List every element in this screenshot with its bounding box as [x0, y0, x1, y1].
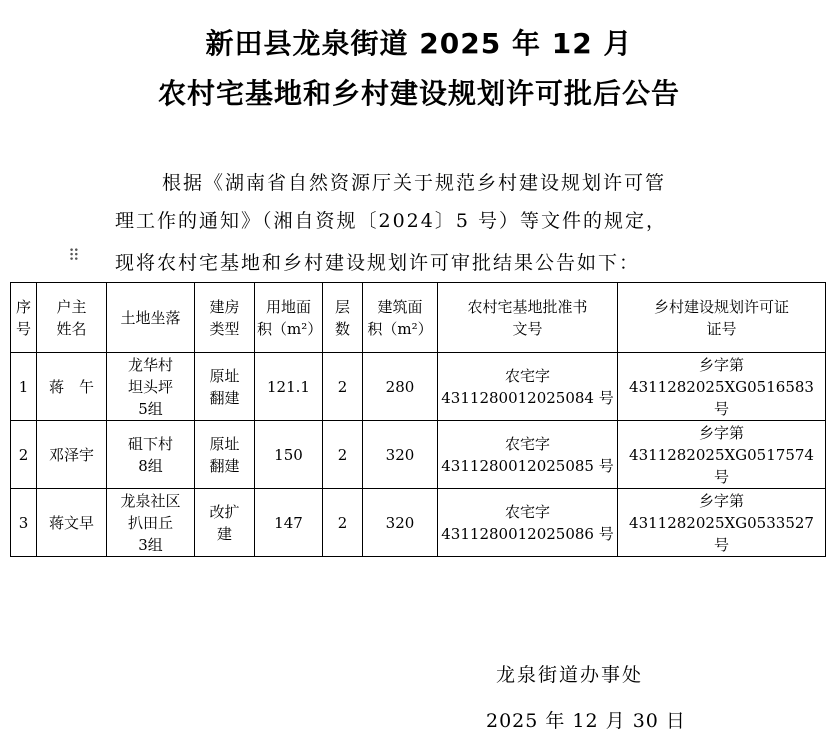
drag-handle-icon[interactable]: ⠿ — [68, 246, 78, 265]
table-header-row — [11, 283, 826, 353]
cell-permit: 乡字第 4311282025XG0533527 号 — [618, 489, 826, 557]
cell-permit: 乡字第 4311282025XG0517574 号 — [618, 421, 826, 489]
header-build-area: 建筑面 积（m²） — [363, 283, 438, 353]
title-line-1: 新田县龙泉街道 2025 年 12 月 — [205, 27, 633, 60]
cell-land-area: 121.1 — [255, 353, 323, 421]
table-row — [11, 421, 826, 489]
cell-no: 3 — [11, 489, 37, 557]
header-permit: 乡村建设规划许可证 证号 — [618, 283, 826, 353]
cell-build-area: 280 — [363, 353, 438, 421]
cell-name: 蒋文早 — [37, 489, 107, 557]
cell-floors: 2 — [323, 489, 363, 557]
cell-approval: 农宅字 4311280012025086 号 — [438, 489, 618, 557]
table-row — [11, 489, 826, 557]
cell-location: 龙泉社区 扒田丘 3组 — [107, 489, 195, 557]
issue-date: 2025 年 12 月 30 日 — [486, 710, 686, 732]
signature: 龙泉街道办事处 — [496, 664, 644, 686]
header-name: 户主 姓名 — [37, 283, 107, 353]
header-floors: 层 数 — [323, 283, 363, 353]
cell-land-area: 147 — [255, 489, 323, 557]
header-no: 序 号 — [11, 283, 37, 353]
cell-permit: 乡字第 4311282025XG0516583 号 — [618, 353, 826, 421]
cell-name: 邓泽宇 — [37, 421, 107, 489]
cell-build-area: 320 — [363, 421, 438, 489]
intro-line-3: 现将农村宅基地和乡村建设规划许可审批结果公告如下： — [115, 252, 641, 274]
cell-type: 原址 翻建 — [195, 353, 255, 421]
cell-floors: 2 — [323, 353, 363, 421]
cell-build-area: 320 — [363, 489, 438, 557]
header-location: 土地坐落 — [107, 283, 195, 353]
cell-type: 原址 翻建 — [195, 421, 255, 489]
intro-line-2: 理工作的通知》（湘自资规〔2024〕5 号）等文件的规定， — [115, 210, 667, 232]
header-land-area: 用地面 积（m²） — [255, 283, 323, 353]
intro-line-1: 根据《湖南省自然资源厅关于规范乡村建设规划许可管 — [162, 172, 667, 194]
cell-no: 1 — [11, 353, 37, 421]
cell-location: 龙华村 坦头坪 5组 — [107, 353, 195, 421]
cell-location: 砠下村 8组 — [107, 421, 195, 489]
cell-land-area: 150 — [255, 421, 323, 489]
header-type: 建房 类型 — [195, 283, 255, 353]
cell-type: 改扩 建 — [195, 489, 255, 557]
cell-approval: 农宅字 4311280012025084 号 — [438, 353, 618, 421]
cell-name: 蒋 午 — [37, 353, 107, 421]
table-row — [11, 353, 826, 421]
approval-table — [10, 282, 826, 557]
cell-no: 2 — [11, 421, 37, 489]
header-approval: 农村宅基地批准书 文号 — [438, 283, 618, 353]
title-line-2: 农村宅基地和乡村建设规划许可批后公告 — [157, 77, 680, 110]
cell-floors: 2 — [323, 421, 363, 489]
cell-approval: 农宅字 4311280012025085 号 — [438, 421, 618, 489]
